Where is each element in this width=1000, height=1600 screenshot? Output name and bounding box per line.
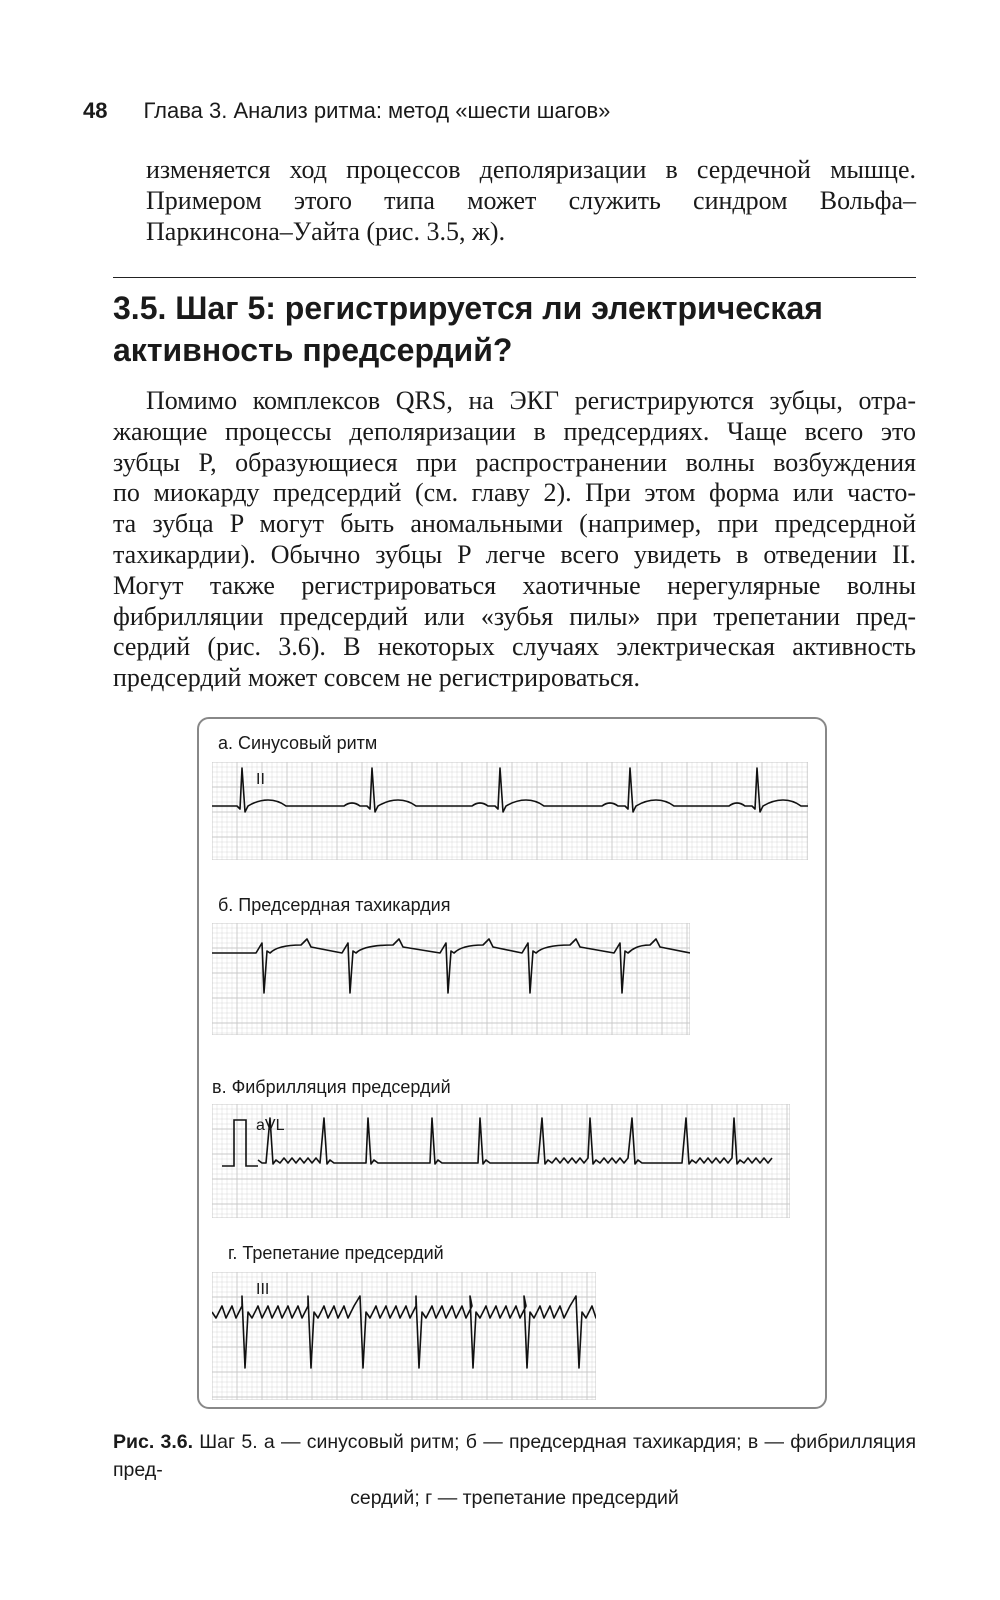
body-line: предсердий может совсем не регистрироваться. (113, 663, 641, 693)
intro-paragraph (146, 155, 916, 247)
panel-label-atrial-flutter: г. Трепетание предсердий (228, 1243, 444, 1263)
body-line: фибрилляции предсердий или «зубья пилы» при трепетании пред- (113, 601, 916, 631)
ecg-strip-atrial-flutter (212, 1272, 596, 1400)
lead-label: aVL (256, 1117, 285, 1134)
intro-line: Примером этого типа может служить синдром Вольфа– (146, 185, 916, 215)
ecg-strip-sinus-rhythm (212, 762, 808, 860)
body-line: зубцы P, образующиеся при распространении волны возбуждения (113, 447, 916, 477)
figure-caption (113, 1428, 916, 1512)
body-line: та зубца P могут быть аномальными (например, при предсердной (113, 509, 916, 539)
caption-text: Шаг 5. а — синусовый ритм; б — предсердная тахикардия; в — фибрилляция пред- (113, 1431, 916, 1481)
body-paragraph (113, 386, 916, 694)
caption-label: Рис. 3.6. (113, 1431, 194, 1453)
panel-label-atrial-fibrillation: в. Фибрилляция предсердий (212, 1077, 451, 1097)
panel-label-sinus: а. Синусовый ритм (218, 733, 378, 753)
body-line: Помимо комплексов QRS, на ЭКГ регистрируются зубцы, отра- (146, 386, 916, 415)
body-line: жающие процессы деполяризации в предсердиях. Чаще всего это (113, 416, 916, 446)
section-heading-line: 3.5. Шаг 5: регистрируется ли электрическая (113, 290, 823, 326)
ecg-grid (212, 762, 808, 860)
body-line: тахикардии). Обычно зубцы P легче всего увидеть в отведении II. (113, 539, 916, 569)
ecg-strip-atrial-tachycardia (212, 923, 690, 1035)
ecg-grid (212, 1272, 596, 1400)
intro-line: изменяется ход процессов деполяризации в сердечной мышце. (146, 155, 916, 184)
ecg-strip-atrial-fibrillation (212, 1104, 790, 1218)
lead-label: III (256, 1281, 270, 1298)
body-line: по миокарду предсердий (см. главу 2). При этом форма или часто- (113, 478, 916, 508)
ecg-grid (212, 923, 690, 1035)
chapter-title: Глава 3. Анализ ритма: метод «шести шагов» (143, 98, 611, 123)
intro-line: Паркинсона–Уайта (рис. 3.5, ж). (146, 216, 506, 246)
panel-label-atrial-tachycardia: б. Предсердная тахикардия (218, 895, 451, 915)
section-heading-line: активность предсердий? (113, 332, 513, 368)
page-number: 48 (83, 98, 108, 123)
body-line: сердий (рис. 3.6). В некоторых случаях электрическая активность (113, 632, 916, 662)
section-heading (113, 287, 933, 371)
lead-label: II (256, 771, 265, 788)
body-line: Могут также регистрироваться хаотичные нерегулярные волны (113, 570, 916, 600)
section-divider (113, 277, 916, 278)
caption-text: сердий; г — трепетание предсердий (350, 1487, 679, 1509)
running-header (83, 98, 610, 124)
